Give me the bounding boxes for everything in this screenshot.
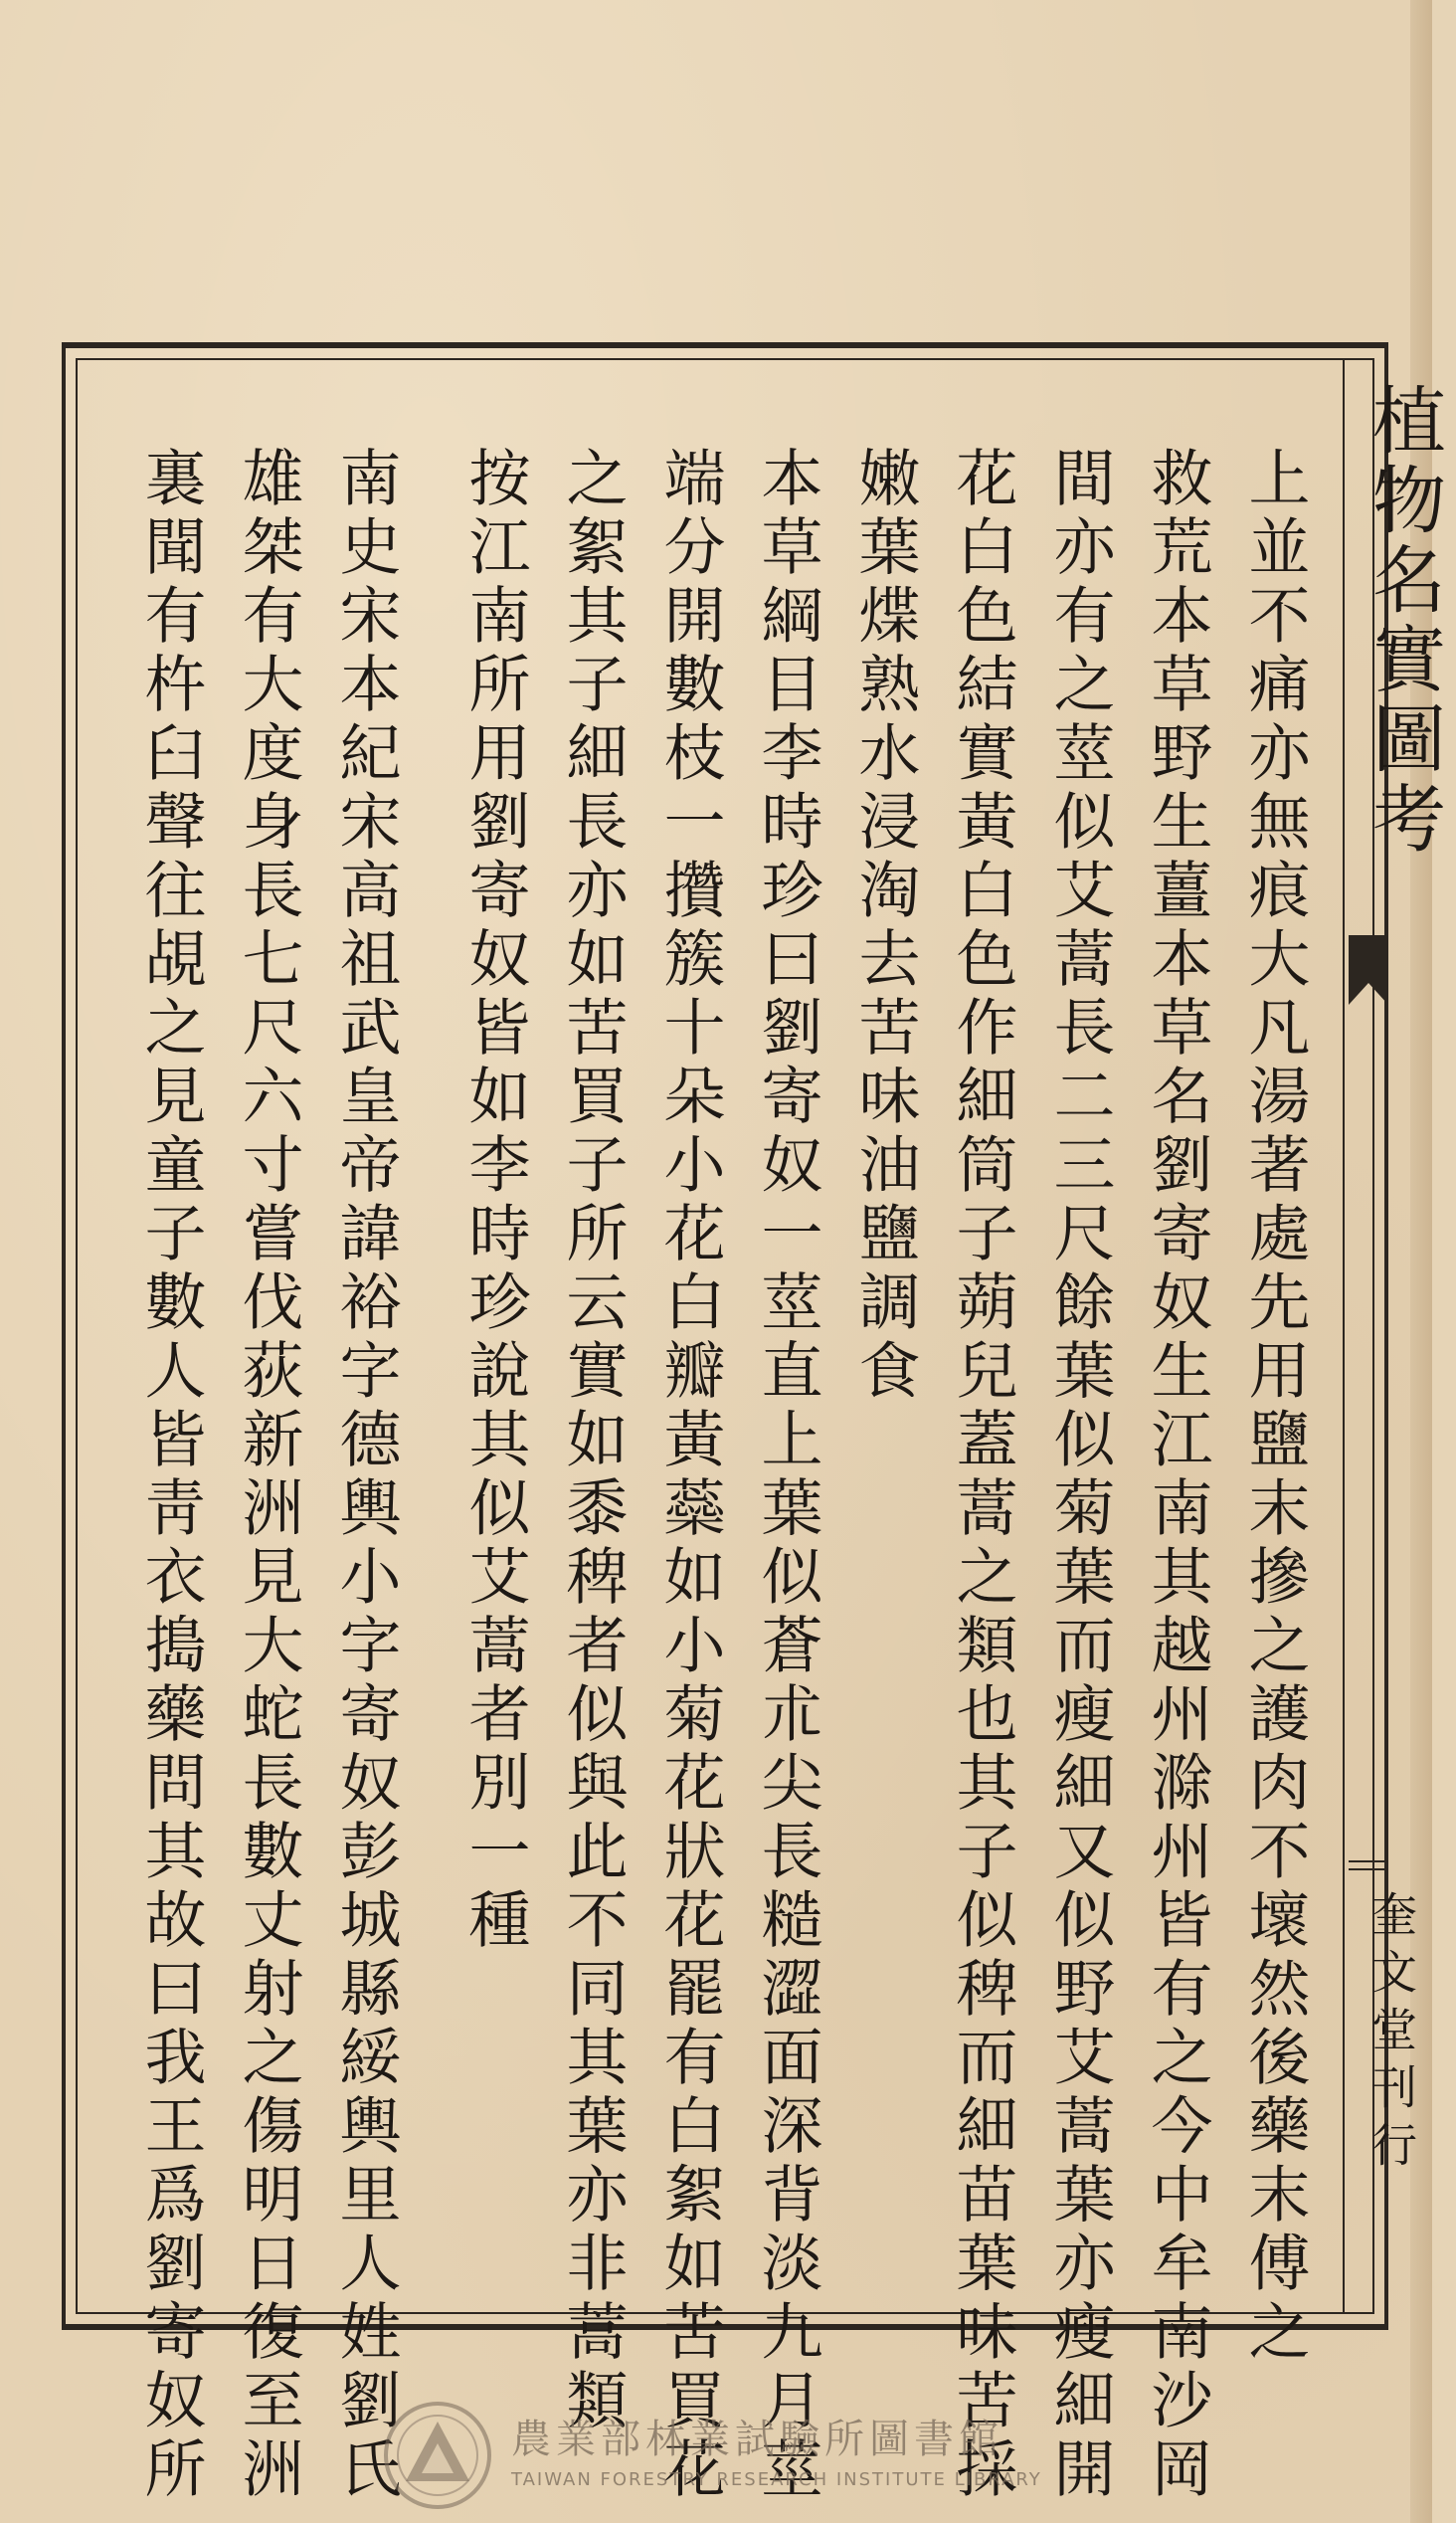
library-name-en: TAIWAN FORESTRY RESEARCH INSTITUTE LIBRARY: [511, 2469, 1042, 2490]
fishtail-icon: [1349, 935, 1388, 1015]
margin-divider: [1343, 360, 1345, 2312]
library-name-zh: 農業部林業試驗所圖書館: [511, 2417, 1003, 2462]
text-column: 南史宋本紀宋高祖武皇帝諱裕字德輿小字寄奴彭城縣綏輿里人姓劉氏: [329, 446, 402, 2505]
text-column: 救荒本草野生薑本草名劉寄奴生江南其越州滁州皆有之今中牟南沙岡: [1141, 446, 1213, 2505]
text-column: 花白色結實黃白色作細筒子蒴兒蓋蒿之類也其子似稗而細苗葉味苦採: [946, 446, 1018, 2505]
text-column: 本草綱目李時珍曰劉寄奴一莖直上葉似蒼朮尖長糙澀面深背淡九月莖: [751, 446, 823, 2505]
text-column: 按江南所用劉寄奴皆如李時珍說其似艾蒿者別一種: [458, 446, 531, 1956]
text-column: 間亦有之莖似艾蒿長二三尺餘葉似菊葉而瘦細又似野艾蒿葉亦瘦細開: [1043, 446, 1116, 2505]
text-column: 上並不痛亦無痕大凡湯著處先用鹽末摻之護肉不壞然後藥末傅之: [1238, 446, 1311, 2368]
book-title: 植物名實圖考: [1361, 382, 1446, 860]
library-seal-icon: [382, 2400, 493, 2511]
margin-rule: [1349, 1868, 1388, 1870]
text-column: 嫩葉煠熟水浸淘去苦味油鹽調食: [848, 446, 921, 1407]
margin-rule: [1349, 1860, 1388, 1862]
text-column: 之絮其子細長亦如苦買子所云實如黍稗者似與此不同其葉亦非蒿類: [556, 446, 629, 2436]
text-column: 端分開數枝一攢簇十朵小花白瓣黃蘂如小菊花狀花罷有白絮如苦買花: [653, 446, 726, 2505]
publisher-imprint: 奎文堂刊行: [1365, 1890, 1418, 2179]
text-column: 雄桀有大度身長七尺六寸嘗伐荻新洲見大蛇長數丈射之傷明日復至洲: [232, 446, 304, 2505]
text-column: 裏聞有杵臼聲往覘之見童子數人皆靑衣搗藥問其故曰我王爲劉寄奴所: [134, 446, 207, 2505]
